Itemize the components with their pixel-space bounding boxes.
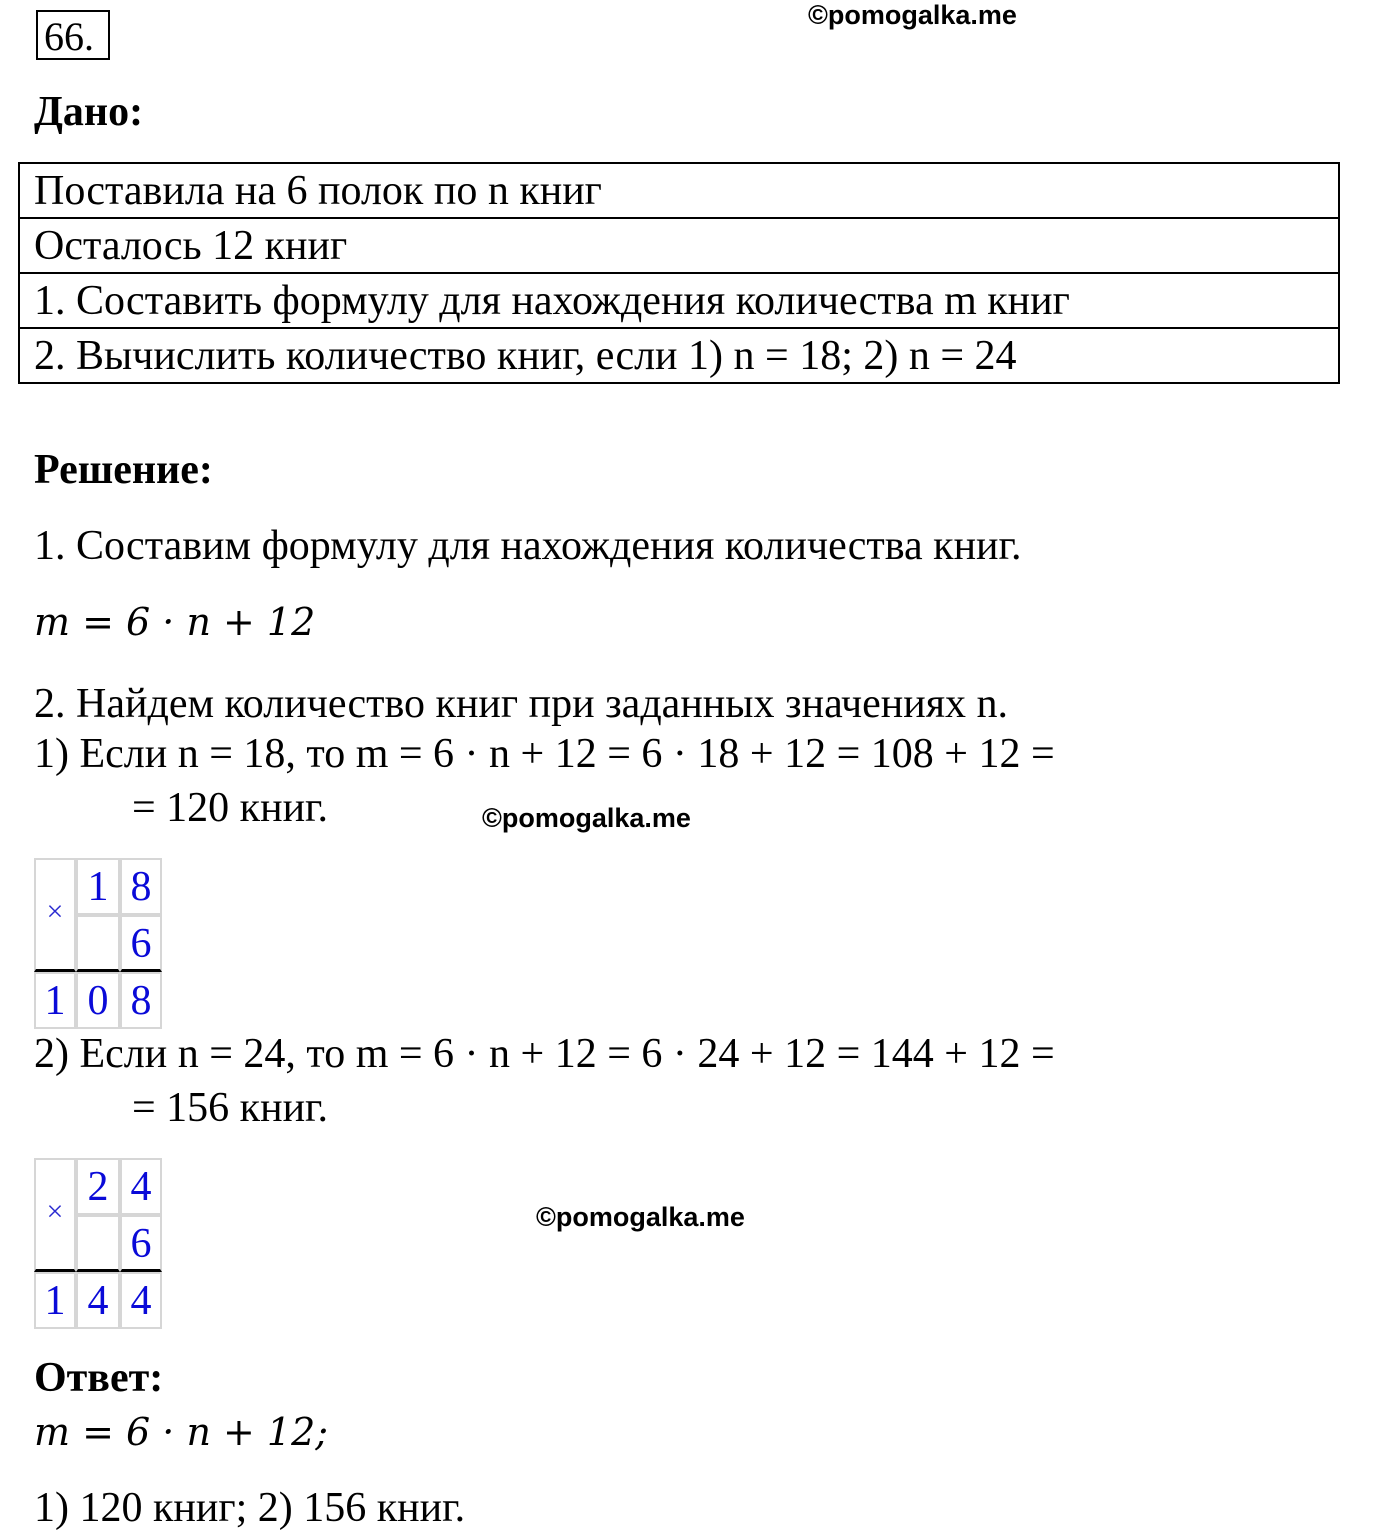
- digit: 1: [34, 1272, 76, 1329]
- digit: 1: [34, 972, 76, 1029]
- digit: [76, 1215, 120, 1272]
- solution-heading: Решение:: [34, 447, 213, 493]
- multiplication-18x6: [34, 858, 162, 1029]
- digit: 4: [120, 1158, 162, 1215]
- case2-line2: = 156 книг.: [132, 1085, 329, 1131]
- multiplication-24x6: [34, 1158, 162, 1329]
- answer-formula: m = 6 · n + 12;: [34, 1410, 329, 1454]
- case1-line2: = 120 книг.: [132, 785, 329, 831]
- watermark-bottom: ©pomogalka.me: [536, 1202, 745, 1232]
- digit: 4: [120, 1272, 162, 1329]
- digit: 0: [76, 972, 120, 1029]
- case2-line1: 2) Если n = 24, то m = 6 · n + 12 = 6 · 24 + 12 = 144 + 12 =: [34, 1031, 1055, 1077]
- watermark-middle: ©pomogalka.me: [482, 803, 691, 833]
- given-table: [18, 162, 1340, 384]
- answer-heading: Ответ:: [34, 1355, 164, 1401]
- digit: [76, 915, 120, 972]
- digit: 8: [120, 858, 162, 915]
- digit: 8: [120, 972, 162, 1029]
- step1-text: 1. Составим формулу для нахождения количества книг.: [34, 523, 1022, 569]
- given-row: 2. Вычислить количество книг, если 1) n = 18; 2) n = 24: [19, 328, 1339, 383]
- given-row: Поставила на 6 полок по n книг: [19, 163, 1339, 218]
- digit: 1: [76, 858, 120, 915]
- digit: 2: [76, 1158, 120, 1215]
- given-heading: Дано:: [34, 89, 144, 135]
- step2-text: 2. Найдем количество книг при заданных значениях n.: [34, 681, 1009, 727]
- answer-results: 1) 120 книг; 2) 156 книг.: [34, 1485, 466, 1531]
- digit: 4: [76, 1272, 120, 1329]
- digit: 6: [120, 915, 162, 972]
- digit: 6: [120, 1215, 162, 1272]
- watermark-top: ©pomogalka.me: [808, 0, 1017, 30]
- problem-number: 66.: [36, 10, 110, 60]
- case1-line1: 1) Если n = 18, то m = 6 · n + 12 = 6 · 18 + 12 = 108 + 12 =: [34, 731, 1055, 777]
- multiply-sign: ×: [34, 1158, 76, 1272]
- given-row: 1. Составить формулу для нахождения количества m книг: [19, 273, 1339, 328]
- given-row: Осталось 12 книг: [19, 218, 1339, 273]
- multiply-sign: ×: [34, 858, 76, 972]
- formula: m = 6 · n + 12: [34, 600, 316, 644]
